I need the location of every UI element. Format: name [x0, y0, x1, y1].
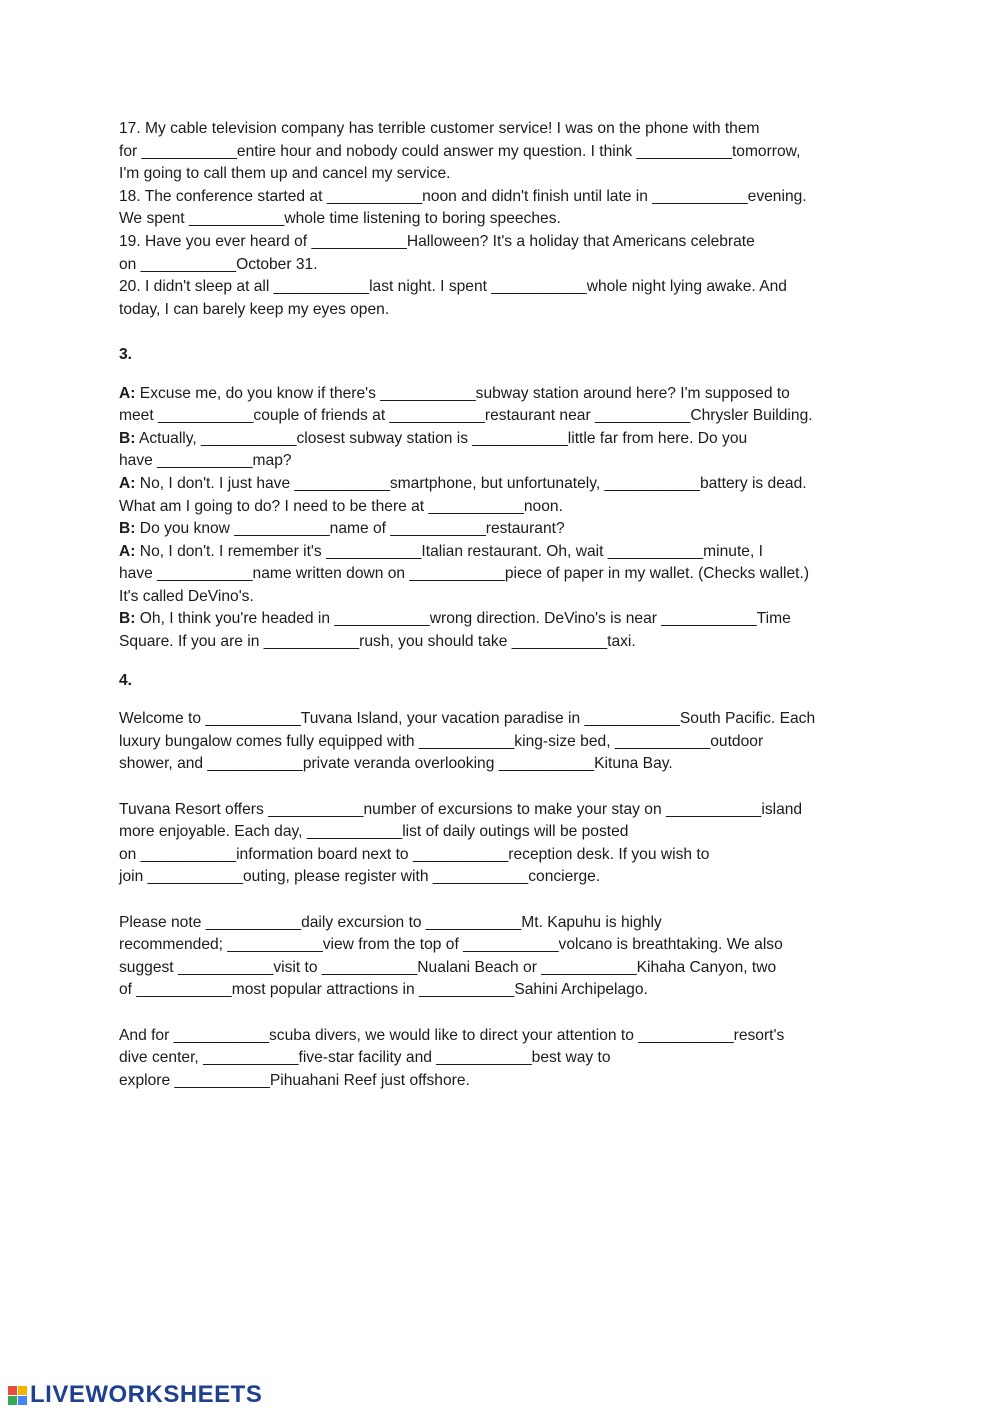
- logo-text: LIVEWORKSHEETS: [30, 1381, 263, 1408]
- dialogue-text: have ___________map?: [119, 452, 292, 470]
- exercise-line: on ___________October 31.: [119, 255, 318, 273]
- dialogue-text: Oh, I think you're headed in ___________wrong direction. DeVino's is near ___________Time: [135, 610, 791, 628]
- dialogue-line: [119, 428, 879, 451]
- exercise-line: today, I can barely keep my eyes open.: [119, 300, 390, 318]
- exercise-line: 19. Have you ever heard of ___________Halloween? It's a holiday that Americans celebrate: [119, 232, 755, 250]
- paragraph-line: on ___________information board next to ___________reception desk. If you wish to: [119, 845, 710, 863]
- section-3-heading: 3.: [119, 345, 133, 363]
- dialogue-line: [119, 563, 879, 586]
- dialogue-line: [119, 405, 879, 428]
- dialogue-line: [119, 631, 879, 654]
- speaker-label: A:: [119, 384, 136, 402]
- dialogue-text: It's called DeVino's.: [119, 587, 254, 605]
- paragraph-line: Please note ___________daily excursion to ___________Mt. Kapuhu is highly: [119, 913, 662, 931]
- dialogue-text: have ___________name written down on ___________piece of paper in my wallet. (Checks wallet.): [119, 565, 810, 583]
- paragraph-line: more enjoyable. Each day, ___________list of daily outings will be posted: [119, 823, 629, 841]
- paragraph-line: Tuvana Resort offers ___________number of excursions to make your stay on ___________island: [119, 800, 803, 818]
- dialogue-line: [119, 496, 879, 519]
- speaker-label: B:: [119, 520, 136, 538]
- logo-block: [18, 1386, 27, 1395]
- paragraph-line: suggest ___________visit to ___________Nualani Beach or ___________Kihaha Canyon, two: [119, 958, 777, 976]
- section-3-dialogue: [119, 383, 879, 654]
- dialogue-line: [119, 518, 879, 541]
- paragraph-line: recommended; ___________view from the top of ___________volcano is breathtaking. We also: [119, 936, 783, 954]
- speaker-label: A:: [119, 542, 136, 560]
- paragraph-line: explore ___________Pihuahani Reef just offshore.: [119, 1071, 470, 1089]
- paragraph-line: And for ___________scuba divers, we would like to direct your attention to ___________resort's: [119, 1026, 785, 1044]
- paragraph-line: dive center, ___________five-star facility and ___________best way to: [119, 1049, 611, 1067]
- dialogue-line: [119, 541, 879, 564]
- section-2-exercises: [119, 118, 879, 321]
- dialogue-text: No, I don't. I remember it's ___________Italian restaurant. Oh, wait ___________minute, I: [135, 542, 763, 560]
- dialogue-line: [119, 473, 879, 496]
- dialogue-text: meet ___________couple of friends at ___________restaurant near ___________Chrysler Building.: [119, 407, 813, 425]
- speaker-label: B:: [119, 429, 136, 447]
- section-4-paragraph: [119, 1025, 879, 1093]
- dialogue-line: [119, 383, 879, 406]
- section-4-paragraph: [119, 708, 879, 776]
- dialogue-line: [119, 450, 879, 473]
- dialogue-line: [119, 608, 879, 631]
- dialogue-text: Actually, ___________closest subway station is ___________little far from here. Do you: [135, 429, 748, 447]
- paragraph-line: shower, and ___________private veranda overlooking ___________Kituna Bay.: [119, 755, 673, 773]
- exercise-line: I'm going to call them up and cancel my service.: [119, 165, 451, 183]
- logo-block: [8, 1386, 17, 1395]
- paragraph-line: join ___________outing, please register with ___________concierge.: [119, 868, 601, 886]
- exercise-line: 20. I didn't sleep at all ___________last night. I spent ___________whole night lying awake. And: [119, 278, 787, 296]
- exercise-line: 18. The conference started at ___________noon and didn't finish until late in ___________evening.: [119, 187, 807, 205]
- logo-blocks-icon: [8, 1386, 27, 1405]
- dialogue-text: Do you know ___________name of ___________restaurant?: [135, 520, 565, 538]
- dialogue-text: Excuse me, do you know if there's ___________subway station around here? I'm supposed to: [135, 384, 790, 402]
- logo-block: [18, 1396, 27, 1405]
- speaker-label: A:: [119, 474, 136, 492]
- paragraph-line: luxury bungalow comes fully equipped with ___________king-size bed, ___________outdoor: [119, 732, 764, 750]
- dialogue-text: Square. If you are in ___________rush, you should take ___________taxi.: [119, 633, 636, 651]
- dialogue-line: [119, 586, 879, 609]
- section-4-paragraph: [119, 912, 879, 1002]
- liveworksheets-logo[interactable]: [8, 1380, 262, 1410]
- section-4-paragraph: [119, 799, 879, 889]
- section-4-heading: 4.: [119, 671, 133, 689]
- speaker-label: B:: [119, 610, 136, 628]
- exercise-line: We spent ___________whole time listening to boring speeches.: [119, 210, 561, 228]
- dialogue-text: What am I going to do? I need to be there at ___________noon.: [119, 497, 563, 515]
- paragraph-line: of ___________most popular attractions in ___________Sahini Archipelago.: [119, 981, 648, 999]
- paragraph-line: Welcome to ___________Tuvana Island, your vacation paradise in ___________South Pacific. Each: [119, 710, 816, 728]
- dialogue-text: No, I don't. I just have ___________smartphone, but unfortunately, ___________battery is dead.: [135, 474, 807, 492]
- logo-block: [8, 1396, 17, 1405]
- exercise-line: for ___________entire hour and nobody could answer my question. I think ___________tomorrow,: [119, 142, 801, 160]
- worksheet-page: [119, 118, 879, 1092]
- exercise-line: 17. My cable television company has terrible customer service! I was on the phone with them: [119, 120, 760, 137]
